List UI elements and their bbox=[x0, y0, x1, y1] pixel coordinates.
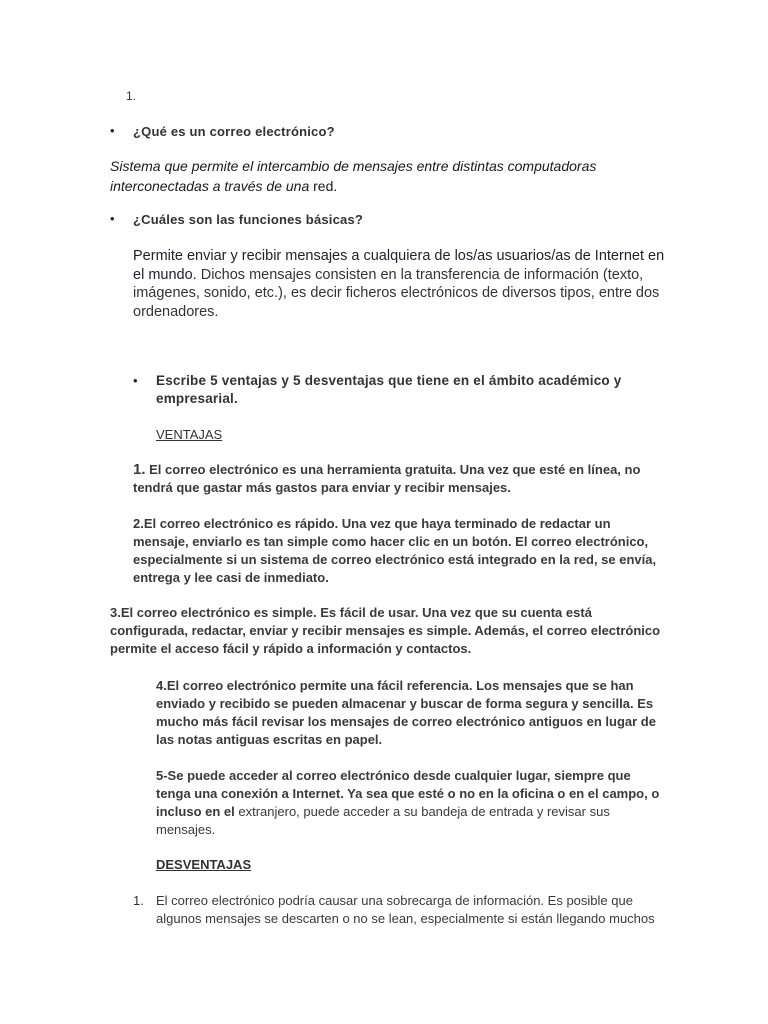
answer-line: ordenadores. bbox=[133, 303, 219, 320]
answer-line: el mundo. Dichos mensajes consisten en la transferencia de información (texto, bbox=[133, 266, 644, 283]
answer-line: interconectadas a través de una red. bbox=[110, 178, 338, 194]
bullet-icon: • bbox=[110, 211, 115, 226]
answer-basic-functions bbox=[133, 247, 733, 321]
bullet-icon: • bbox=[110, 123, 115, 138]
ventaja-item-5: 5-Se puede acceder al correo electrónico desde cualquier lugar, siempre que tenga una conexión a Internet. Ya sea que esté o no en la oficina o en el campo, o incluso en el extranjero, puede acceder a su bandeja de entrada y revisar sus mensajes. bbox=[156, 768, 660, 837]
ventaja-item-4: 4.El correo electrónico permite una fácil referencia. Los mensajes que se han enviado y recibido se pueden almacenar y buscar de forma segura y sencilla. Es mucho más fácil revisar los mensajes de correo electrónico antiguos en lugar de las notas antiguas escritas en papel. bbox=[156, 678, 656, 747]
question-advantages-disadvantages: Escribe 5 ventajas y 5 desventajas que tiene en el ámbito académico y empresarial. bbox=[156, 373, 622, 406]
desventaja-item-1-number: 1. bbox=[133, 893, 144, 908]
answer-line: Permite enviar y recibir mensajes a cualquiera de los/as usuarios/as de Internet en bbox=[133, 248, 665, 264]
answer-what-is-email bbox=[110, 156, 710, 196]
question-what-is-email: ¿Qué es un correo electrónico? bbox=[133, 124, 335, 139]
ventaja-item-3: 3.El correo electrónico es simple. Es fácil de usar. Una vez que su cuenta está configurada, redactar, enviar y recibir mensajes es simple. Además, el correo electrónico permite el acceso fácil y rápido a información y contactos. bbox=[110, 605, 661, 656]
ventaja-item-1: 1. El correo electrónico es una herramienta gratuita. Una vez que esté en línea, no tendrá que gastar más gastos para enviar y recibir mensajes. bbox=[133, 461, 641, 495]
question-basic-functions: ¿Cuáles son las funciones básicas? bbox=[133, 212, 364, 227]
answer-line: Sistema que permite el intercambio de mensajes entre distintas computadoras bbox=[110, 158, 597, 174]
ventaja-item-2: 2.El correo electrónico es rápido. Una vez que haya terminado de redactar un mensaje, enviarlo es tan simple como hacer clic en un botón. El correo electrónico, especialmente si un sistema de correo electrónico está integrado en la red, se envía, entrega y lee casi de inmediato. bbox=[133, 516, 657, 585]
answer-line: imágenes, sonido, etc.), es decir ficheros electrónicos de diversos tipos, entre dos bbox=[133, 285, 660, 301]
top-list-number: 1. bbox=[126, 89, 137, 103]
bullet-icon: • bbox=[133, 373, 138, 388]
desventajas-heading: DESVENTAJAS bbox=[156, 857, 252, 872]
desventaja-item-1: El correo electrónico podría causar una sobrecarga de información. Es posible que algunos mensajes se descarten o no se lean, especialmente si están llegando muchos bbox=[156, 893, 655, 926]
ventajas-heading: VENTAJAS bbox=[156, 427, 223, 442]
